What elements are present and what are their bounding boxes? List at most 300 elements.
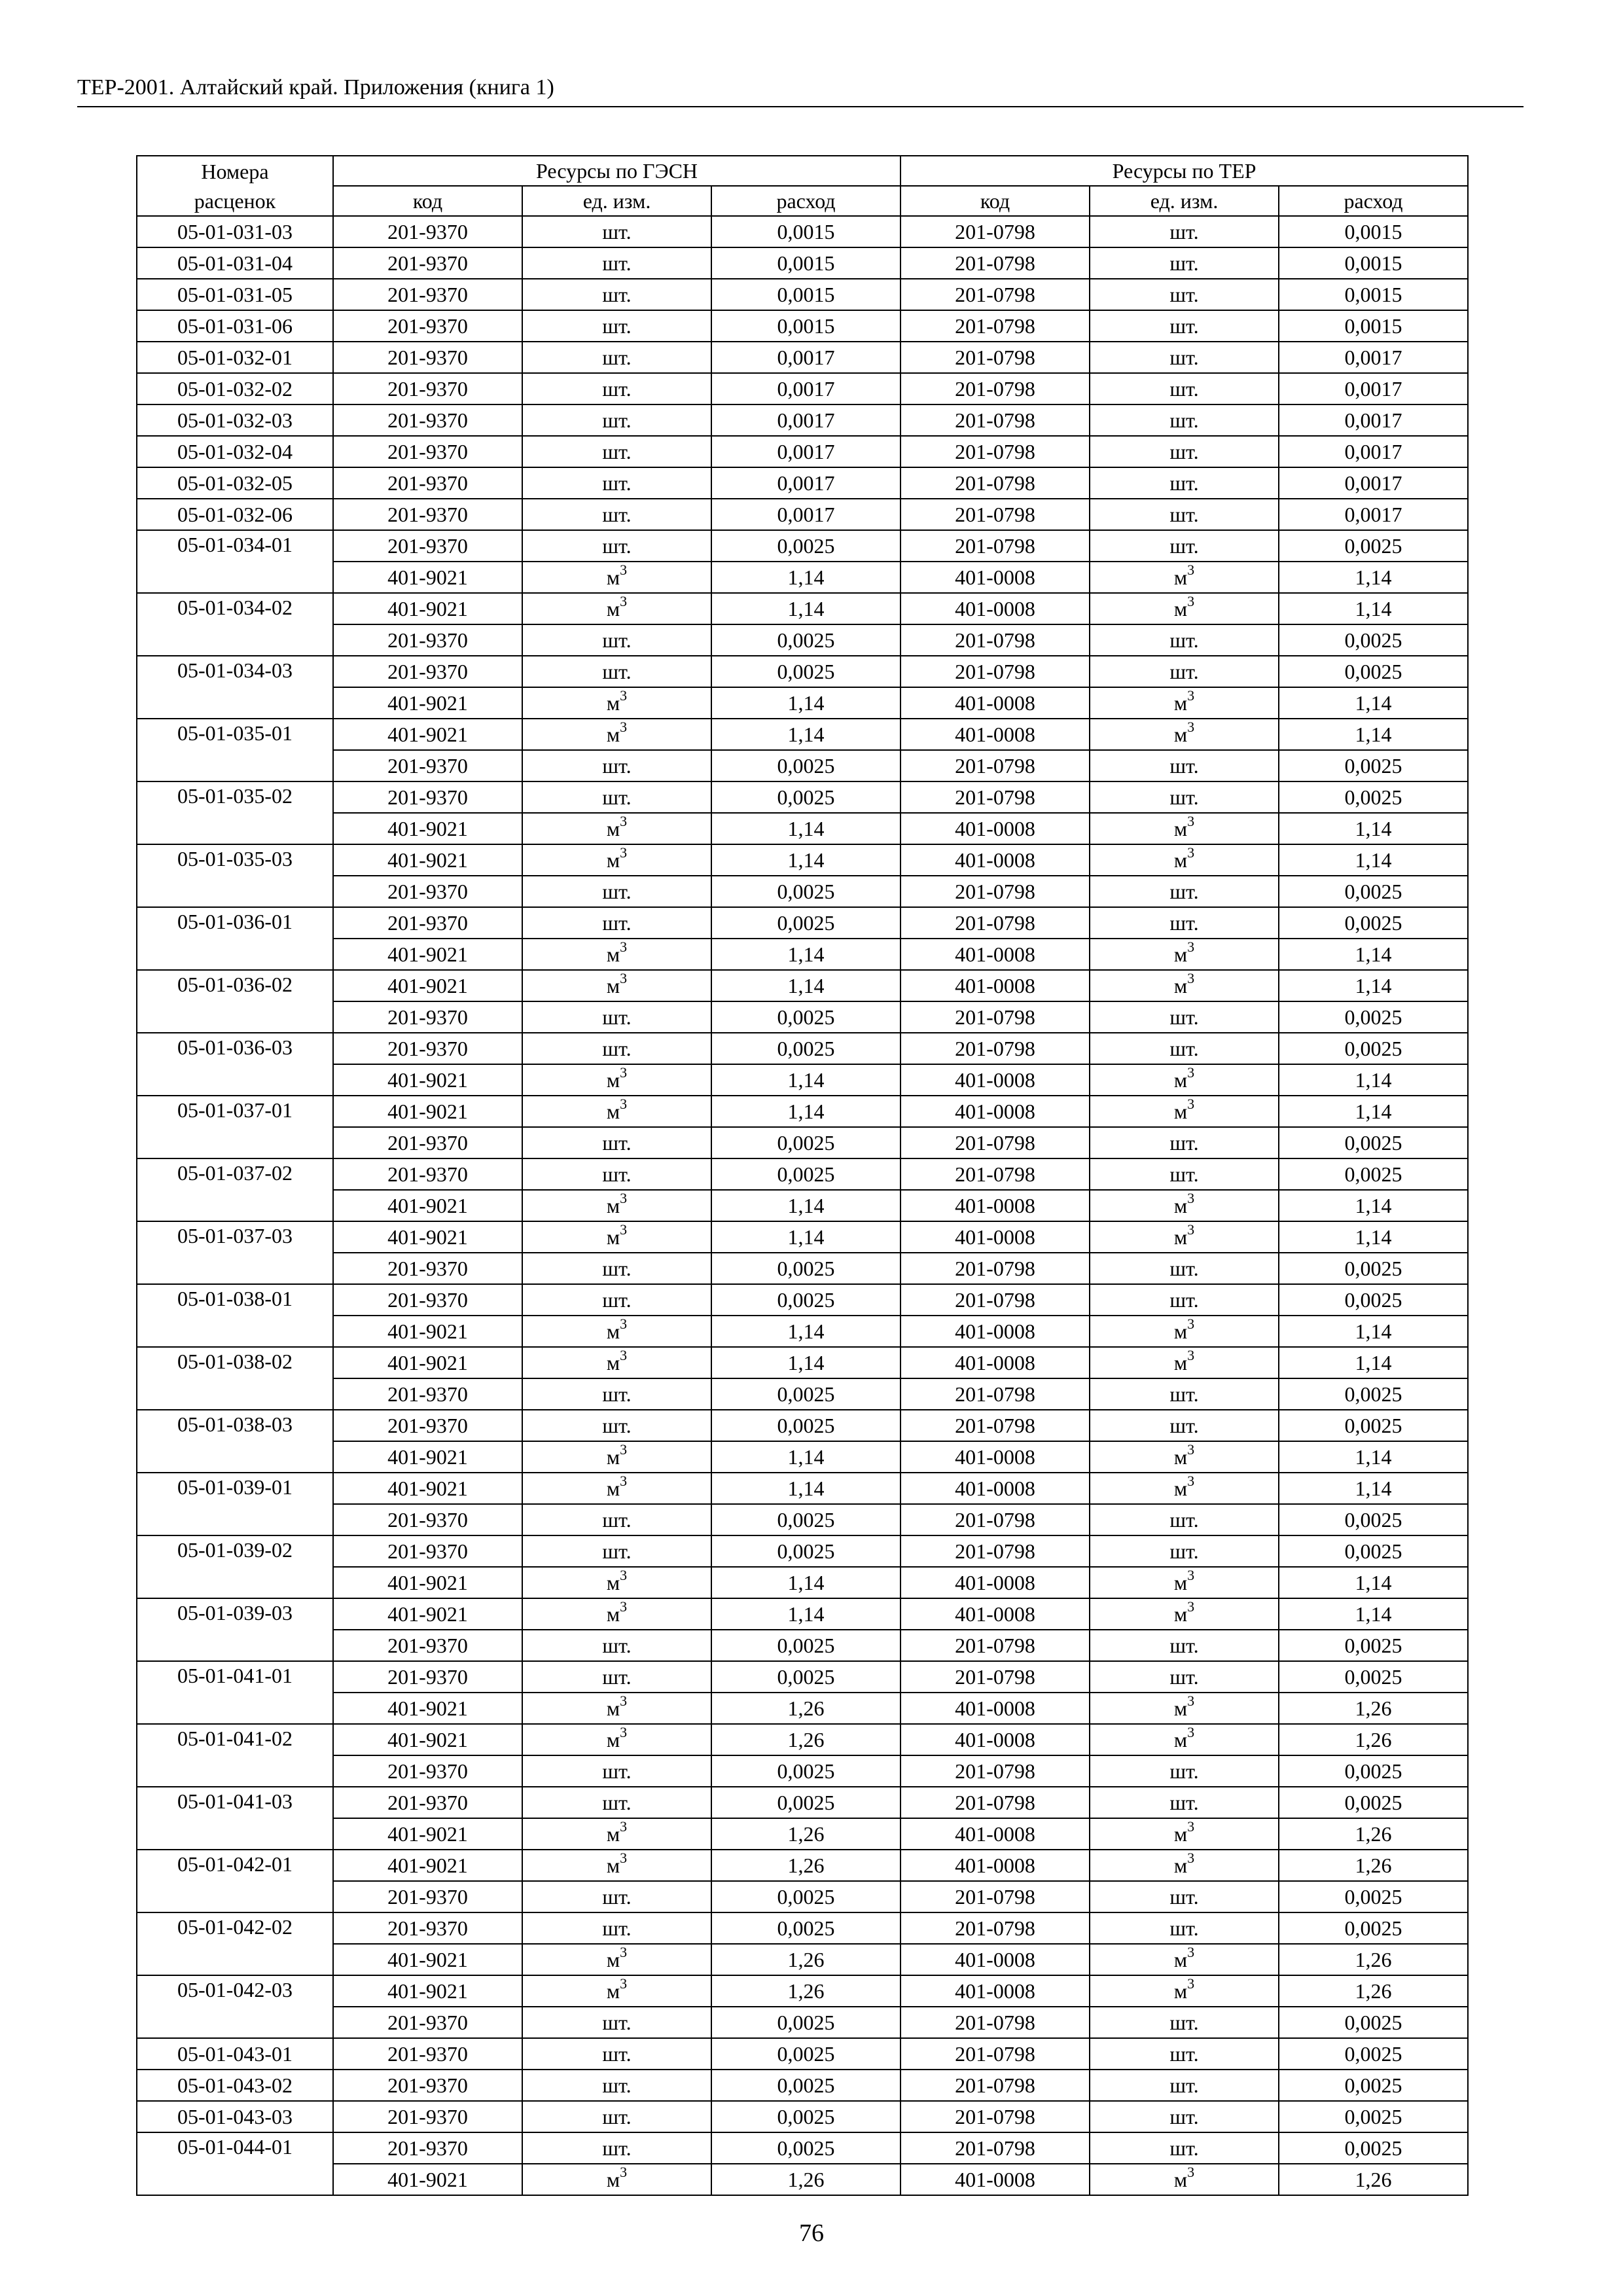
ter-unit-cell: шт. — [1090, 247, 1279, 279]
table-row — [137, 939, 1468, 970]
table-row — [137, 1724, 1468, 1755]
gesn-code-cell: 401-9021 — [333, 1190, 522, 1221]
gesn-code-cell: 401-9021 — [333, 1316, 522, 1347]
ter-code-cell: 201-0798 — [901, 1661, 1090, 1693]
ter-rate-cell: 0,0025 — [1279, 1912, 1468, 1944]
ter-code-cell: 401-0008 — [901, 1975, 1090, 2007]
table-row — [137, 844, 1468, 876]
ter-unit-cell: шт. — [1090, 2007, 1279, 2038]
rate-number-cell: 05-01-039-01 — [137, 1473, 333, 1504]
gesn-unit-cell: $м^3$ — [522, 939, 711, 970]
ter-rate-cell: 0,0025 — [1279, 1755, 1468, 1787]
gesn-code-cell: 201-9370 — [333, 467, 522, 499]
ter-rate-cell: 1,26 — [1279, 1944, 1468, 1975]
ter-code-cell: 401-0008 — [901, 2164, 1090, 2195]
gesn-rate-cell: 0,0025 — [711, 2132, 901, 2164]
gesn-unit-cell: шт. — [522, 2038, 711, 2070]
gesn-code-cell: 401-9021 — [333, 562, 522, 593]
ter-unit-cell: $м^3$ — [1090, 1347, 1279, 1378]
rate-number-cell: 05-01-034-03 — [137, 656, 333, 687]
gesn-rate-cell: 1,26 — [711, 1693, 901, 1724]
gesn-code-cell: 401-9021 — [333, 844, 522, 876]
gesn-code-cell: 401-9021 — [333, 939, 522, 970]
table-row — [137, 1975, 1468, 2007]
ter-rate-cell: 0,0017 — [1279, 499, 1468, 530]
col-header-gesn-code: код — [333, 186, 522, 216]
ter-rate-cell: 0,0025 — [1279, 1787, 1468, 1818]
gesn-rate-cell: 1,14 — [711, 1316, 901, 1347]
ter-rate-cell: 0,0025 — [1279, 2070, 1468, 2101]
gesn-unit-cell: шт. — [522, 2132, 711, 2164]
table-row — [137, 2070, 1468, 2101]
gesn-rate-cell: 1,26 — [711, 1724, 901, 1755]
table-row — [137, 1064, 1468, 1096]
ter-code-cell: 201-0798 — [901, 1284, 1090, 1316]
rate-number-cell — [137, 1693, 333, 1724]
table-row — [137, 1504, 1468, 1535]
table-row — [137, 593, 1468, 624]
table-row — [137, 1378, 1468, 1410]
gesn-code-cell: 201-9370 — [333, 247, 522, 279]
gesn-unit-cell: шт. — [522, 216, 711, 247]
gesn-code-cell: 201-9370 — [333, 2007, 522, 2038]
rate-number-cell — [137, 1567, 333, 1598]
ter-code-cell: 401-0008 — [901, 1064, 1090, 1096]
table-row — [137, 876, 1468, 907]
gesn-rate-cell: 0,0025 — [711, 1127, 901, 1158]
table-row — [137, 1881, 1468, 1912]
rate-number-cell: 05-01-037-03 — [137, 1221, 333, 1253]
ter-code-cell: 201-0798 — [901, 656, 1090, 687]
ter-rate-cell: 0,0025 — [1279, 2007, 1468, 2038]
gesn-rate-cell: 1,14 — [711, 970, 901, 1001]
ter-rate-cell: 0,0025 — [1279, 1158, 1468, 1190]
gesn-code-cell: 401-9021 — [333, 2164, 522, 2195]
gesn-rate-cell: 0,0025 — [711, 1787, 901, 1818]
ter-rate-cell: 1,14 — [1279, 939, 1468, 970]
ter-unit-cell: шт. — [1090, 1033, 1279, 1064]
ter-unit-cell: шт. — [1090, 2038, 1279, 2070]
ter-code-cell: 201-0798 — [901, 530, 1090, 562]
gesn-rate-cell: 0,0025 — [711, 1535, 901, 1567]
rate-number-cell: 05-01-036-03 — [137, 1033, 333, 1064]
ter-rate-cell: 0,0025 — [1279, 1630, 1468, 1661]
gesn-unit-cell: шт. — [522, 1630, 711, 1661]
gesn-rate-cell: 0,0025 — [711, 1755, 901, 1787]
gesn-code-cell: 401-9021 — [333, 970, 522, 1001]
ter-unit-cell: $м^3$ — [1090, 1221, 1279, 1253]
gesn-rate-cell: 0,0025 — [711, 781, 901, 813]
rate-number-cell — [137, 1064, 333, 1096]
ter-unit-cell: шт. — [1090, 1158, 1279, 1190]
gesn-code-cell: 201-9370 — [333, 1253, 522, 1284]
ter-unit-cell: шт. — [1090, 279, 1279, 310]
ter-code-cell: 201-0798 — [901, 1755, 1090, 1787]
ter-unit-cell: $м^3$ — [1090, 562, 1279, 593]
ter-code-cell: 201-0798 — [901, 876, 1090, 907]
gesn-unit-cell: шт. — [522, 2007, 711, 2038]
rate-number-cell: 05-01-041-03 — [137, 1787, 333, 1818]
gesn-code-cell: 401-9021 — [333, 1096, 522, 1127]
page-header: ТЕР-2001. Алтайский край. Приложения (книга 1) — [77, 73, 1524, 107]
ter-rate-cell: 0,0017 — [1279, 342, 1468, 373]
rate-number-cell — [137, 1190, 333, 1221]
ter-rate-cell: 0,0025 — [1279, 1253, 1468, 1284]
ter-unit-cell: $м^3$ — [1090, 844, 1279, 876]
rate-number-cell — [137, 2164, 333, 2195]
gesn-rate-cell: 0,0025 — [711, 750, 901, 781]
rate-number-cell — [137, 1316, 333, 1347]
ter-code-cell: 401-0008 — [901, 1347, 1090, 1378]
ter-rate-cell: 0,0025 — [1279, 1410, 1468, 1441]
ter-unit-cell: $м^3$ — [1090, 939, 1279, 970]
table-row — [137, 907, 1468, 939]
gesn-rate-cell: 1,14 — [711, 844, 901, 876]
gesn-code-cell: 201-9370 — [333, 624, 522, 656]
gesn-unit-cell: шт. — [522, 1787, 711, 1818]
page-number: 76 — [799, 2219, 824, 2247]
table-row — [137, 2101, 1468, 2132]
gesn-rate-cell: 0,0025 — [711, 1033, 901, 1064]
ter-code-cell: 201-0798 — [901, 499, 1090, 530]
ter-rate-cell: 1,14 — [1279, 1347, 1468, 1378]
table-row — [137, 1473, 1468, 1504]
gesn-rate-cell: 0,0025 — [711, 1284, 901, 1316]
gesn-rate-cell: 0,0015 — [711, 216, 901, 247]
gesn-rate-cell: 0,0015 — [711, 310, 901, 342]
table-row — [137, 1598, 1468, 1630]
ter-rate-cell: 1,14 — [1279, 844, 1468, 876]
ter-unit-cell: шт. — [1090, 1535, 1279, 1567]
ter-code-cell: 401-0008 — [901, 1441, 1090, 1473]
ter-code-cell: 201-0798 — [901, 2007, 1090, 2038]
ter-rate-cell: 1,26 — [1279, 2164, 1468, 2195]
rate-number-cell: 05-01-031-03 — [137, 216, 333, 247]
table-row — [137, 750, 1468, 781]
table-row — [137, 656, 1468, 687]
ter-unit-cell: $м^3$ — [1090, 1975, 1279, 2007]
rate-number-cell: 05-01-042-03 — [137, 1975, 333, 2007]
ter-code-cell: 201-0798 — [901, 1787, 1090, 1818]
ter-rate-cell: 1,14 — [1279, 813, 1468, 844]
rate-number-cell: 05-01-038-03 — [137, 1410, 333, 1441]
table-row — [137, 781, 1468, 813]
gesn-unit-cell: $м^3$ — [522, 687, 711, 719]
ter-rate-cell: 0,0025 — [1279, 2038, 1468, 2070]
col-group-ter: Ресурсы по ТЕР — [901, 156, 1468, 186]
rate-number-cell — [137, 1944, 333, 1975]
rate-number-cell: 05-01-032-03 — [137, 404, 333, 436]
ter-unit-cell: шт. — [1090, 404, 1279, 436]
rate-number-cell — [137, 2007, 333, 2038]
ter-unit-cell: $м^3$ — [1090, 1316, 1279, 1347]
ter-code-cell: 401-0008 — [901, 1944, 1090, 1975]
ter-unit-cell: шт. — [1090, 1504, 1279, 1535]
ter-unit-cell: шт. — [1090, 1253, 1279, 1284]
ter-code-cell: 201-0798 — [901, 1127, 1090, 1158]
ter-code-cell: 201-0798 — [901, 1912, 1090, 1944]
gesn-code-cell: 201-9370 — [333, 1630, 522, 1661]
ter-code-cell: 201-0798 — [901, 907, 1090, 939]
gesn-code-cell: 401-9021 — [333, 1347, 522, 1378]
gesn-unit-cell: шт. — [522, 1253, 711, 1284]
gesn-code-cell: 201-9370 — [333, 216, 522, 247]
table-row — [137, 499, 1468, 530]
gesn-code-cell: 201-9370 — [333, 1033, 522, 1064]
ter-rate-cell: 0,0015 — [1279, 216, 1468, 247]
rate-number-cell: 05-01-031-06 — [137, 310, 333, 342]
ter-rate-cell: 1,14 — [1279, 719, 1468, 750]
table-row — [137, 279, 1468, 310]
ter-unit-cell: $м^3$ — [1090, 1850, 1279, 1881]
table-row — [137, 562, 1468, 593]
gesn-code-cell: 201-9370 — [333, 1410, 522, 1441]
gesn-rate-cell: 0,0025 — [711, 1661, 901, 1693]
gesn-code-cell: 201-9370 — [333, 279, 522, 310]
rate-number-cell — [137, 1127, 333, 1158]
table-row — [137, 310, 1468, 342]
gesn-code-cell: 201-9370 — [333, 1284, 522, 1316]
ter-rate-cell: 0,0015 — [1279, 310, 1468, 342]
gesn-code-cell: 201-9370 — [333, 2070, 522, 2101]
table-row — [137, 624, 1468, 656]
ter-unit-cell: $м^3$ — [1090, 1724, 1279, 1755]
gesn-rate-cell: 1,14 — [711, 939, 901, 970]
gesn-code-cell: 201-9370 — [333, 750, 522, 781]
ter-unit-cell: шт. — [1090, 750, 1279, 781]
ter-unit-cell: шт. — [1090, 1912, 1279, 1944]
ter-code-cell: 201-0798 — [901, 2038, 1090, 2070]
table-row — [137, 1316, 1468, 1347]
ter-rate-cell: 0,0025 — [1279, 1378, 1468, 1410]
col-header-numbers-line1: Номера — [137, 156, 333, 186]
col-header-ter-unit: ед. изм. — [1090, 186, 1279, 216]
gesn-rate-cell: 1,26 — [711, 2164, 901, 2195]
table-row — [137, 1347, 1468, 1378]
ter-code-cell: 201-0798 — [901, 436, 1090, 467]
ter-rate-cell: 0,0025 — [1279, 656, 1468, 687]
table-row — [137, 1410, 1468, 1441]
ter-unit-cell: шт. — [1090, 781, 1279, 813]
gesn-rate-cell: 0,0025 — [711, 656, 901, 687]
gesn-unit-cell: $м^3$ — [522, 2164, 711, 2195]
gesn-rate-cell: 0,0025 — [711, 624, 901, 656]
rate-number-cell: 05-01-044-01 — [137, 2132, 333, 2164]
ter-rate-cell: 1,14 — [1279, 1473, 1468, 1504]
ter-unit-cell: $м^3$ — [1090, 1567, 1279, 1598]
table-row — [137, 1190, 1468, 1221]
gesn-unit-cell: шт. — [522, 907, 711, 939]
ter-unit-cell: шт. — [1090, 624, 1279, 656]
rate-number-cell: 05-01-043-01 — [137, 2038, 333, 2070]
table-row — [137, 1127, 1468, 1158]
table-row — [137, 1535, 1468, 1567]
ter-code-cell: 401-0008 — [901, 1096, 1090, 1127]
rate-number-cell — [137, 1441, 333, 1473]
table-row — [137, 1221, 1468, 1253]
gesn-code-cell: 201-9370 — [333, 530, 522, 562]
gesn-rate-cell: 1,26 — [711, 1818, 901, 1850]
ter-unit-cell: шт. — [1090, 1284, 1279, 1316]
gesn-code-cell: 401-9021 — [333, 593, 522, 624]
gesn-unit-cell: $м^3$ — [522, 1064, 711, 1096]
gesn-unit-cell: шт. — [522, 373, 711, 404]
gesn-code-cell: 401-9021 — [333, 813, 522, 844]
gesn-unit-cell: шт. — [522, 342, 711, 373]
gesn-code-cell: 201-9370 — [333, 1158, 522, 1190]
table-row — [137, 1253, 1468, 1284]
ter-unit-cell: $м^3$ — [1090, 1693, 1279, 1724]
ter-unit-cell: $м^3$ — [1090, 1064, 1279, 1096]
table-row — [137, 1944, 1468, 1975]
gesn-code-cell: 201-9370 — [333, 1881, 522, 1912]
table-row — [137, 1850, 1468, 1881]
rate-number-cell: 05-01-032-06 — [137, 499, 333, 530]
gesn-code-cell: 201-9370 — [333, 1661, 522, 1693]
ter-unit-cell: $м^3$ — [1090, 1441, 1279, 1473]
table-row — [137, 1033, 1468, 1064]
gesn-unit-cell: шт. — [522, 279, 711, 310]
gesn-rate-cell: 0,0025 — [711, 1504, 901, 1535]
table-row — [137, 1284, 1468, 1316]
ter-rate-cell: 1,14 — [1279, 1441, 1468, 1473]
gesn-rate-cell: 1,14 — [711, 1064, 901, 1096]
ter-rate-cell: 1,26 — [1279, 1975, 1468, 2007]
ter-code-cell: 201-0798 — [901, 750, 1090, 781]
gesn-code-cell: 201-9370 — [333, 310, 522, 342]
gesn-rate-cell: 0,0025 — [711, 876, 901, 907]
gesn-rate-cell: 1,14 — [711, 1347, 901, 1378]
rate-number-cell — [137, 687, 333, 719]
gesn-code-cell: 201-9370 — [333, 781, 522, 813]
gesn-rate-cell: 1,14 — [711, 593, 901, 624]
ter-code-cell: 401-0008 — [901, 1221, 1090, 1253]
gesn-code-cell: 401-9021 — [333, 687, 522, 719]
rate-number-cell — [137, 1504, 333, 1535]
rate-number-cell: 05-01-032-02 — [137, 373, 333, 404]
gesn-code-cell: 201-9370 — [333, 656, 522, 687]
ter-code-cell: 201-0798 — [901, 624, 1090, 656]
gesn-rate-cell: 0,0025 — [711, 1253, 901, 1284]
gesn-unit-cell: шт. — [522, 1378, 711, 1410]
gesn-code-cell: 201-9370 — [333, 404, 522, 436]
gesn-code-cell: 201-9370 — [333, 2038, 522, 2070]
ter-code-cell: 201-0798 — [901, 1253, 1090, 1284]
table-row — [137, 2164, 1468, 2195]
ter-unit-cell: шт. — [1090, 373, 1279, 404]
ter-unit-cell: шт. — [1090, 310, 1279, 342]
gesn-rate-cell: 0,0017 — [711, 467, 901, 499]
gesn-rate-cell: 0,0025 — [711, 2007, 901, 2038]
ter-rate-cell: 0,0025 — [1279, 624, 1468, 656]
table-row — [137, 1661, 1468, 1693]
ter-rate-cell: 0,0025 — [1279, 750, 1468, 781]
gesn-code-cell: 201-9370 — [333, 373, 522, 404]
ter-rate-cell: 0,0015 — [1279, 247, 1468, 279]
gesn-unit-cell: шт. — [522, 624, 711, 656]
gesn-rate-cell: 0,0017 — [711, 342, 901, 373]
gesn-rate-cell: 1,14 — [711, 1473, 901, 1504]
ter-code-cell: 401-0008 — [901, 593, 1090, 624]
rate-number-cell — [137, 1755, 333, 1787]
gesn-rate-cell: 0,0025 — [711, 907, 901, 939]
ter-code-cell: 401-0008 — [901, 844, 1090, 876]
ter-code-cell: 201-0798 — [901, 781, 1090, 813]
rate-number-cell: 05-01-032-04 — [137, 436, 333, 467]
gesn-unit-cell: $м^3$ — [522, 562, 711, 593]
gesn-code-cell: 201-9370 — [333, 876, 522, 907]
gesn-rate-cell: 0,0015 — [711, 279, 901, 310]
gesn-rate-cell: 1,14 — [711, 687, 901, 719]
gesn-unit-cell: шт. — [522, 436, 711, 467]
gesn-code-cell: 201-9370 — [333, 1755, 522, 1787]
rate-number-cell: 05-01-039-03 — [137, 1598, 333, 1630]
ter-unit-cell: $м^3$ — [1090, 1096, 1279, 1127]
ter-unit-cell: $м^3$ — [1090, 970, 1279, 1001]
ter-rate-cell: 0,0025 — [1279, 1127, 1468, 1158]
ter-rate-cell: 0,0025 — [1279, 1284, 1468, 1316]
rate-number-cell: 05-01-035-02 — [137, 781, 333, 813]
gesn-rate-cell: 1,14 — [711, 719, 901, 750]
gesn-unit-cell: шт. — [522, 2070, 711, 2101]
gesn-code-cell: 201-9370 — [333, 1378, 522, 1410]
table-row — [137, 373, 1468, 404]
ter-code-cell: 201-0798 — [901, 1378, 1090, 1410]
gesn-unit-cell: $м^3$ — [522, 593, 711, 624]
gesn-code-cell: 401-9021 — [333, 1944, 522, 1975]
ter-rate-cell: 0,0025 — [1279, 1504, 1468, 1535]
ter-rate-cell: 1,14 — [1279, 1096, 1468, 1127]
ter-unit-cell: шт. — [1090, 1127, 1279, 1158]
col-header-gesn-unit: ед. изм. — [522, 186, 711, 216]
ter-unit-cell: $м^3$ — [1090, 719, 1279, 750]
gesn-rate-cell: 0,0017 — [711, 404, 901, 436]
gesn-unit-cell: шт. — [522, 499, 711, 530]
gesn-unit-cell: $м^3$ — [522, 1441, 711, 1473]
ter-code-cell: 401-0008 — [901, 1818, 1090, 1850]
rate-number-cell: 05-01-031-05 — [137, 279, 333, 310]
ter-code-cell: 201-0798 — [901, 404, 1090, 436]
ter-unit-cell: $м^3$ — [1090, 1473, 1279, 1504]
rate-number-cell: 05-01-035-01 — [137, 719, 333, 750]
gesn-unit-cell: шт. — [522, 1755, 711, 1787]
rate-number-cell — [137, 1253, 333, 1284]
ter-rate-cell: 1,26 — [1279, 1693, 1468, 1724]
gesn-unit-cell: $м^3$ — [522, 1221, 711, 1253]
gesn-rate-cell: 1,26 — [711, 1850, 901, 1881]
ter-rate-cell: 1,14 — [1279, 1190, 1468, 1221]
gesn-rate-cell: 1,14 — [711, 1096, 901, 1127]
rate-number-cell — [137, 1881, 333, 1912]
rate-number-cell: 05-01-034-01 — [137, 530, 333, 562]
gesn-rate-cell: 1,14 — [711, 1598, 901, 1630]
gesn-unit-cell: $м^3$ — [522, 844, 711, 876]
gesn-code-cell: 201-9370 — [333, 1912, 522, 1944]
rate-number-cell — [137, 1818, 333, 1850]
ter-unit-cell: шт. — [1090, 436, 1279, 467]
rate-number-cell: 05-01-032-05 — [137, 467, 333, 499]
gesn-unit-cell: шт. — [522, 404, 711, 436]
table-row — [137, 216, 1468, 247]
gesn-unit-cell: шт. — [522, 1410, 711, 1441]
gesn-unit-cell: шт. — [522, 1504, 711, 1535]
gesn-unit-cell: шт. — [522, 247, 711, 279]
ter-rate-cell: 1,26 — [1279, 1724, 1468, 1755]
ter-code-cell: 401-0008 — [901, 687, 1090, 719]
gesn-rate-cell: 1,14 — [711, 1441, 901, 1473]
gesn-unit-cell: шт. — [522, 1912, 711, 1944]
col-group-gesn: Ресурсы по ГЭСН — [333, 156, 901, 186]
